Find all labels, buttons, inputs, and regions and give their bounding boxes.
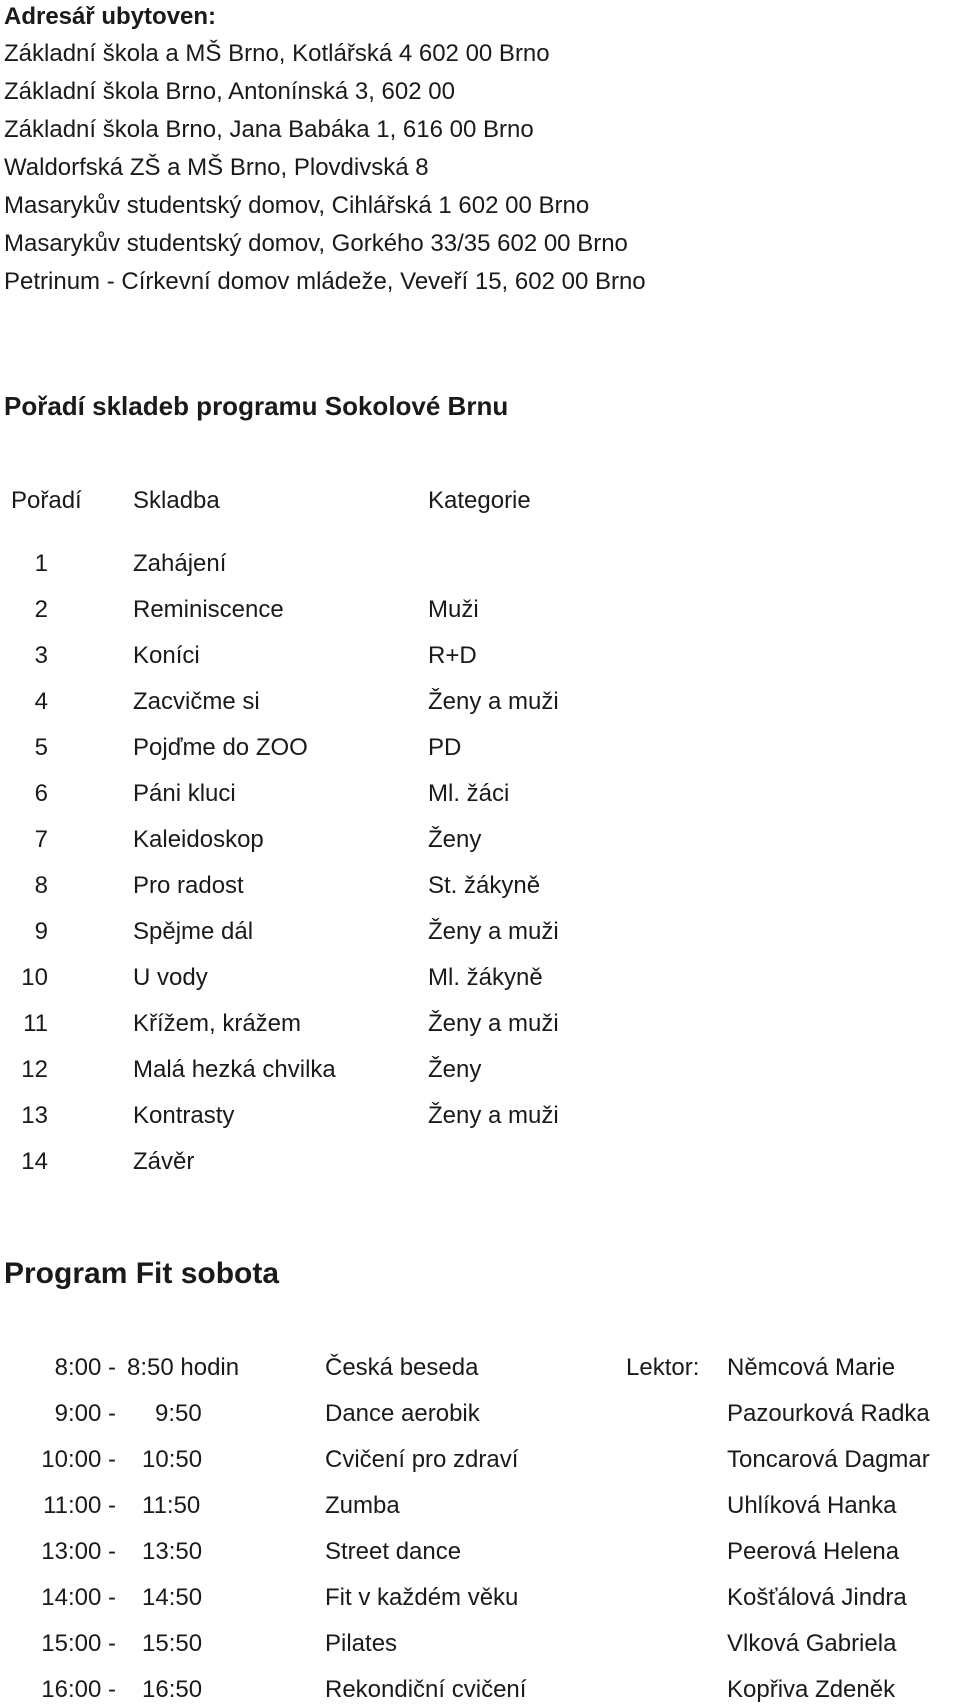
- lector-name: Pazourková Radka: [727, 1400, 930, 1427]
- time-end: 9:50: [155, 1400, 202, 1427]
- lector-name: Němcová Marie: [727, 1354, 896, 1381]
- row-piece: Reminiscence: [133, 596, 284, 623]
- row-number: 13: [21, 1102, 48, 1129]
- address-line: Základní škola Brno, Antonínská 3, 602 00: [4, 78, 455, 105]
- activity: Rekondiční cvičení: [325, 1676, 527, 1703]
- row-number: 14: [21, 1148, 48, 1175]
- header-category: Kategorie: [428, 487, 531, 514]
- header-piece: Skladba: [133, 487, 220, 514]
- address-line: Základní škola Brno, Jana Babáka 1, 616 00 Brno: [4, 116, 534, 143]
- row-number: 8: [34, 872, 48, 899]
- activity: Street dance: [325, 1538, 462, 1565]
- time-start: 10:00 -: [41, 1446, 116, 1473]
- row-category: PD: [428, 734, 462, 761]
- time-end: 15:50: [142, 1630, 203, 1657]
- time-start: 15:00 -: [41, 1630, 116, 1657]
- activity: Zumba: [325, 1492, 400, 1519]
- fit-saturday-title: Program Fit sobota: [4, 1257, 280, 1290]
- time-start: 14:00 -: [41, 1584, 116, 1611]
- time-start: 13:00 -: [41, 1538, 116, 1565]
- row-category: Ženy: [428, 826, 482, 853]
- row-piece: Kaleidoskop: [133, 826, 264, 853]
- address-line: Masarykův studentský domov, Gorkého 33/35 602 00 Brno: [4, 230, 628, 257]
- activity: Dance aerobik: [325, 1400, 480, 1427]
- row-piece: Závěr: [133, 1148, 195, 1175]
- row-category: St. žákyně: [428, 872, 541, 899]
- time-end: 16:50: [142, 1676, 203, 1703]
- address-line: Petrinum - Církevní domov mládeže, Veveří 15, 602 00 Brno: [4, 268, 646, 295]
- row-piece: Kontrasty: [133, 1102, 235, 1129]
- time-end: 11:50: [142, 1492, 201, 1519]
- lector-label: Lektor:: [626, 1354, 700, 1381]
- row-number: 10: [21, 964, 48, 991]
- row-number: 7: [34, 826, 48, 853]
- lector-name: Košťálová Jindra: [727, 1584, 907, 1611]
- activity: Pilates: [325, 1630, 398, 1657]
- activity: Cvičení pro zdraví: [325, 1446, 519, 1473]
- time-end: 8:50 hodin: [127, 1354, 240, 1381]
- row-piece: Koníci: [133, 642, 200, 669]
- time-end: 13:50: [142, 1538, 203, 1565]
- row-piece: Zacvičme si: [133, 688, 260, 715]
- row-category: Ženy: [428, 1056, 482, 1083]
- row-number: 1: [34, 550, 48, 577]
- row-number: 5: [34, 734, 48, 761]
- time-end: 14:50: [142, 1584, 203, 1611]
- time-end: 10:50: [142, 1446, 203, 1473]
- lector-name: Toncarová Dagmar: [727, 1446, 930, 1473]
- row-number: 6: [34, 780, 48, 807]
- lector-name: Kopřiva Zdeněk: [727, 1676, 896, 1703]
- header-order: Pořadí: [11, 487, 82, 514]
- row-number: 4: [34, 688, 48, 715]
- row-piece: Zahájení: [133, 550, 227, 577]
- activity: Fit v každém věku: [325, 1584, 519, 1611]
- row-category: Ml. žáci: [428, 780, 510, 807]
- lector-name: Uhlíková Hanka: [727, 1492, 897, 1519]
- row-number: 3: [34, 642, 48, 669]
- row-category: Ženy a muži: [428, 688, 559, 715]
- row-category: Ml. žákyně: [428, 964, 543, 991]
- row-piece: Páni kluci: [133, 780, 236, 807]
- time-start: 8:00 -: [54, 1354, 116, 1381]
- row-piece: Spějme dál: [133, 918, 254, 945]
- lector-name: Peerová Helena: [727, 1538, 900, 1565]
- row-piece: Malá hezká chvilka: [133, 1056, 336, 1083]
- lector-name: Vlková Gabriela: [727, 1630, 897, 1657]
- program-order-title: Pořadí skladeb programu Sokolové Brnu: [4, 391, 509, 421]
- address-line: Základní škola a MŠ Brno, Kotlářská 4 602 00 Brno: [4, 40, 550, 67]
- row-category: Muži: [428, 596, 479, 623]
- row-number: 12: [21, 1056, 48, 1083]
- row-number: 2: [34, 596, 48, 623]
- row-category: Ženy a muži: [428, 1102, 559, 1129]
- row-piece: Pojďme do ZOO: [133, 734, 308, 761]
- row-piece: Křížem, krážem: [133, 1010, 302, 1037]
- time-start: 9:00 -: [54, 1400, 116, 1427]
- row-piece: Pro radost: [133, 872, 244, 899]
- addresses-title: Adresář ubytoven:: [4, 3, 217, 30]
- row-piece: U vody: [133, 964, 208, 991]
- address-line: Waldorfská ZŠ a MŠ Brno, Plovdivská 8: [4, 154, 429, 181]
- row-category: Ženy a muži: [428, 918, 559, 945]
- row-category: R+D: [428, 642, 477, 669]
- row-category: Ženy a muži: [428, 1010, 559, 1037]
- time-start: 16:00 -: [41, 1676, 116, 1703]
- activity: Česká beseda: [325, 1354, 479, 1381]
- row-number: 11: [23, 1010, 48, 1037]
- row-number: 9: [34, 918, 48, 945]
- address-line: Masarykův studentský domov, Cihlářská 1 602 00 Brno: [4, 192, 590, 219]
- time-start: 11:00 -: [43, 1492, 116, 1519]
